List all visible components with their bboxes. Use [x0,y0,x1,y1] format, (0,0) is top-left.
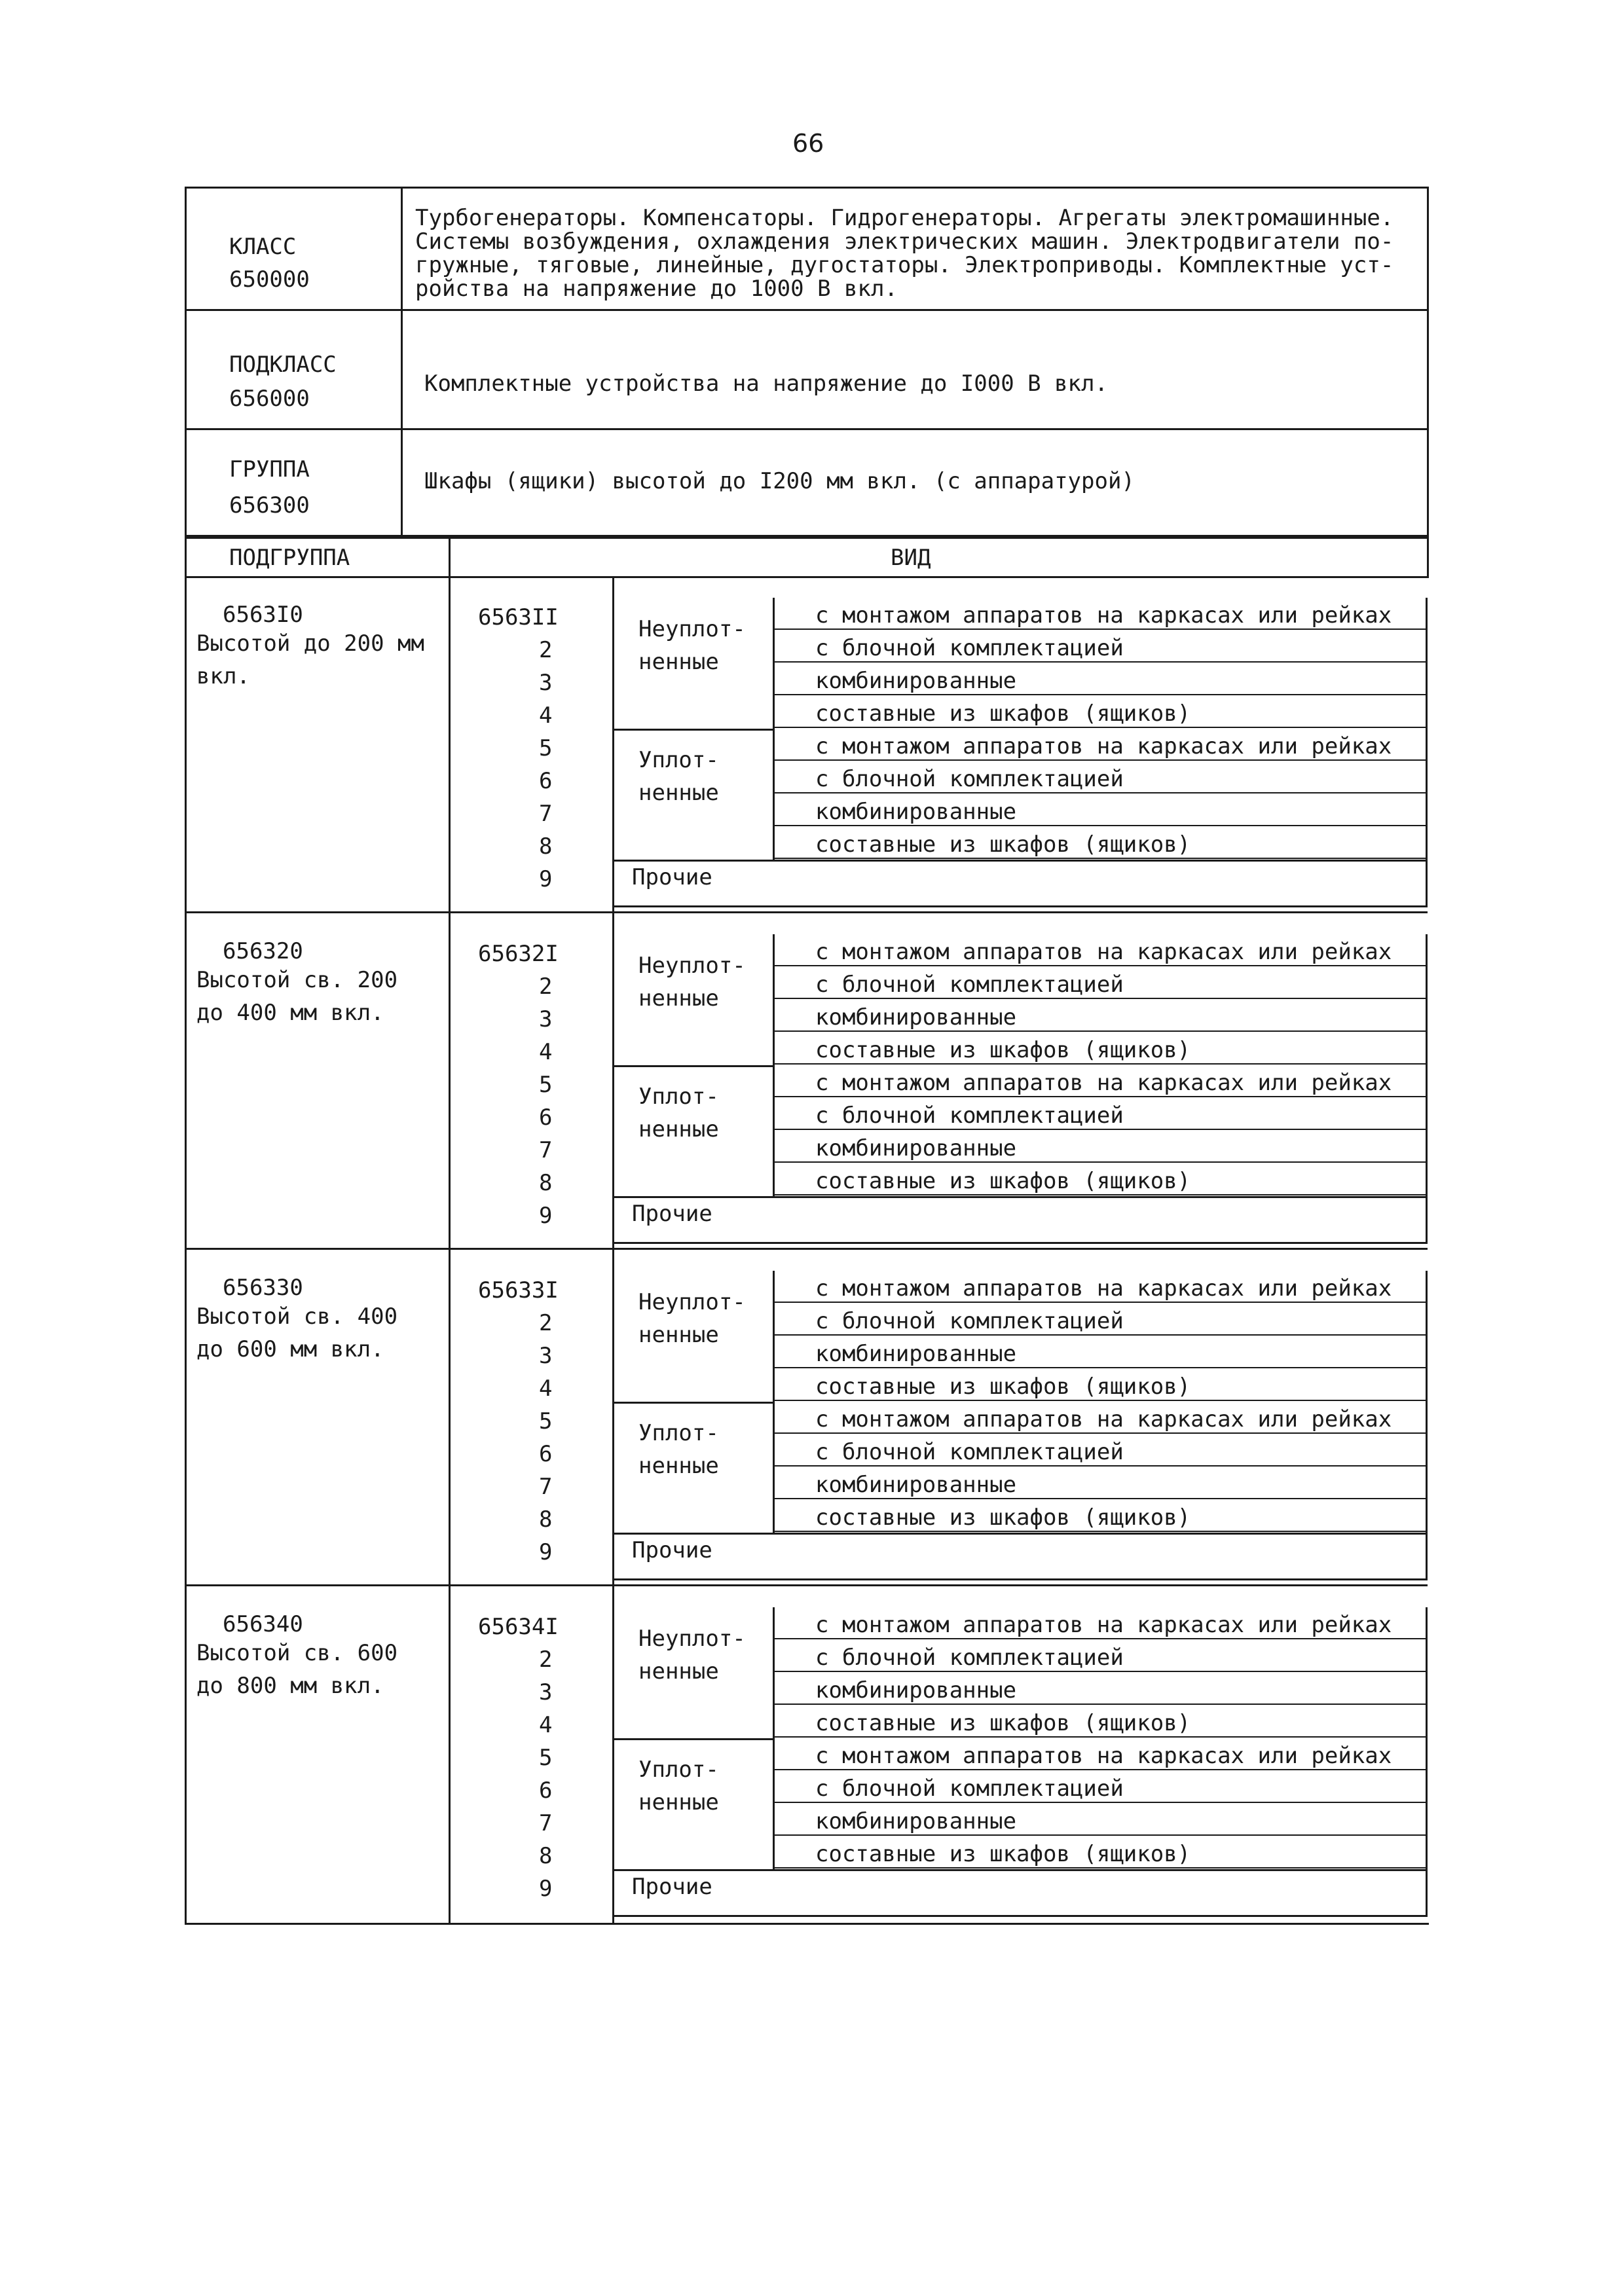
kind-row-line [773,1531,1428,1532]
table-mid-line [449,537,451,1925]
kind-row-line [773,998,1428,999]
kind-label: комбинированные [815,1808,1017,1834]
block-bottom-line [612,1915,1428,1917]
other-line [612,1196,1428,1198]
vid-number: 7 [539,1474,553,1500]
block-bottom-line [612,905,1428,907]
subgroup-code: 656340 [223,1611,303,1637]
block-separator [185,1248,1428,1250]
kind-label: с монтажом аппаратов на каркасах или рейках [815,1612,1392,1638]
vid-code: 65633I [478,1277,559,1303]
vid-number: 3 [539,1679,553,1705]
klass-label: КЛАСС [229,234,297,260]
kind-row-line [773,1302,1428,1303]
kind-row-line [773,825,1428,826]
kind-label: составные из шкафов (ящиков) [815,831,1191,858]
subgroup-description: Высотой до 200 мм вкл. [196,630,424,689]
kind-row-line [773,965,1428,966]
subgroup-code: 656330 [223,1275,303,1301]
vid-number: 7 [539,1810,553,1836]
vid-number: 2 [539,974,553,1000]
vid-number: 5 [539,1072,553,1098]
kind-label: с блочной комплектацией [815,766,1124,792]
vid-number: 5 [539,735,553,761]
kind-label: комбинированные [815,1135,1017,1161]
other-label: Прочие [632,1201,712,1227]
kind-row-line [773,1334,1428,1336]
block-bottom-line [612,1578,1428,1580]
kind-row-line [773,629,1428,630]
vid-number: 4 [539,1376,553,1402]
kind-row-line [773,1769,1428,1770]
podklass-box [185,309,1429,430]
kind-label: составные из шкафов (ящиков) [815,1710,1191,1736]
kind-row-line [773,759,1428,761]
block-bottom-line [612,1242,1428,1244]
table-bottom-line [185,1923,1429,1925]
kind-label: с блочной комплектацией [815,635,1124,661]
kind-row-line [773,1736,1428,1738]
kind-label: комбинированные [815,668,1017,694]
vid-number: 3 [539,1343,553,1369]
block-right-line [1426,598,1428,905]
table-right-line [1427,537,1429,576]
subgroup-code: 6563I0 [223,602,303,628]
kind-row-line [773,858,1428,859]
kind-label: составные из шкафов (ящиков) [815,1168,1191,1194]
vid-number: 9 [539,1203,553,1229]
kind-label: комбинированные [815,1004,1017,1030]
vid-number: 5 [539,1745,553,1771]
kind-row-line [773,1194,1428,1195]
kind-label: составные из шкафов (ящиков) [815,1037,1191,1063]
kind-row-line [773,1834,1428,1836]
kind-label: с блочной комплектацией [815,972,1124,998]
category-sealed: Уплот- ненные [638,747,719,806]
kind-row-line [773,1432,1428,1434]
klass-code: 650000 [229,266,310,293]
vid-code: 6563II [478,604,559,630]
kind-label: с блочной комплектацией [815,1645,1124,1671]
podklass-label: ПОДКЛАСС [229,352,337,378]
category-sealed: Уплот- ненные [638,1757,719,1815]
vid-number: 4 [539,702,553,729]
header-podgruppa: ПОДГРУППА [229,545,350,571]
category-sealed: Уплот- ненные [638,1420,719,1479]
block-separator [185,1584,1428,1586]
gruppa-text: Шкафы (ящики) высотой до I200 мм вкл. (с аппаратурой) [424,468,1135,494]
subgroup-description: Высотой св. 600 до 800 мм вкл. [196,1640,398,1699]
table-top-line [185,537,1429,539]
kind-label: составные из шкафов (ящиков) [815,1841,1191,1867]
vid-number: 6 [539,1441,553,1467]
vid-number: 2 [539,1647,553,1673]
vid-number: 8 [539,1506,553,1533]
vid-number: 3 [539,1006,553,1032]
header-vid: ВИД [891,545,931,571]
kind-row-line [773,1638,1428,1639]
kind-label: комбинированные [815,1341,1017,1367]
other-line [612,1869,1428,1871]
other-line [612,1533,1428,1535]
other-label: Прочие [632,1874,712,1900]
kind-label: составные из шкафов (ящиков) [815,1374,1191,1400]
vid-number: 8 [539,833,553,860]
kind-row-line [773,1129,1428,1130]
kind-label: составные из шкафов (ящиков) [815,701,1191,727]
kind-label: с блочной комплектацией [815,1439,1124,1465]
kind-label: с монтажом аппаратов на каркасах или рейках [815,602,1392,629]
kind-row-line [773,727,1428,728]
vid-code: 65634I [478,1614,559,1640]
kind-label: с блочной комплектацией [815,1102,1124,1129]
category-divider [773,1271,775,1533]
kind-label: комбинированные [815,1472,1017,1498]
subgroup-description: Высотой св. 400 до 600 мм вкл. [196,1303,398,1362]
vid-number: 2 [539,637,553,663]
kind-label: с монтажом аппаратов на каркасах или рейках [815,1743,1392,1769]
kind-label: комбинированные [815,799,1017,825]
kind-row-line [773,1161,1428,1163]
podklass-text: Комплектные устройства на напряжение до I000 В вкл. [424,371,1108,397]
kind-row-line [773,661,1428,663]
kind-row-line [773,1096,1428,1097]
category-unsealed: Неуплот- ненные [638,1289,746,1348]
category-divider [773,934,775,1196]
vid-number: 7 [539,1137,553,1163]
vid-number: 9 [539,1876,553,1902]
category-divider [773,1607,775,1869]
gruppa-divider [401,428,403,537]
kind-label: с монтажом аппаратов на каркасах или рейках [815,1406,1392,1432]
vid-number: 9 [539,1539,553,1565]
kind-row-line [773,1465,1428,1467]
kind-label: с блочной комплектацией [815,1308,1124,1334]
block-separator [185,911,1428,913]
other-label: Прочие [632,1537,712,1563]
klass-text: Турбогенераторы. Компенсаторы. Гидрогенераторы. Агрегаты электромашинные. Системы возбуждения, охлаждения электрических машин. Электродвигатели по- гружные, тяговые, линейные, дугостаторы. Электроприводы. Комплектные уст- ройства на напряжение до 1000 В вкл. [415,205,1394,302]
category-divider [773,598,775,860]
vid-number: 3 [539,670,553,696]
vid-number: 8 [539,1170,553,1196]
other-label: Прочие [632,864,712,890]
vid-number: 4 [539,1039,553,1065]
vid-number: 5 [539,1408,553,1434]
kind-label: составные из шкафов (ящиков) [815,1504,1191,1531]
table-header-line [185,576,1429,578]
kind-row-line [773,1030,1428,1032]
vid-number: 2 [539,1310,553,1336]
kind-label: с монтажом аппаратов на каркасах или рейках [815,939,1392,965]
other-line [612,860,1428,862]
vid-number: 7 [539,801,553,827]
kind-row-line [773,1063,1428,1065]
vid-number: 6 [539,1104,553,1131]
table-vid-line [612,576,614,1925]
category-unsealed: Неуплот- ненные [638,616,746,675]
vid-number: 6 [539,768,553,794]
kind-label: комбинированные [815,1677,1017,1704]
vid-number: 9 [539,866,553,892]
kind-row-line [773,1498,1428,1499]
category-separator [612,729,773,731]
kind-row-line [773,1671,1428,1672]
subgroup-code: 656320 [223,938,303,964]
kind-row-line [773,1867,1428,1868]
category-unsealed: Неуплот- ненные [638,1626,746,1685]
kind-label: с монтажом аппаратов на каркасах или рейках [815,1070,1392,1096]
kind-label: с монтажом аппаратов на каркасах или рейках [815,733,1392,759]
vid-number: 6 [539,1777,553,1804]
block-right-line [1426,1271,1428,1578]
vid-number: 8 [539,1843,553,1869]
category-separator [612,1065,773,1067]
page-number: 66 [792,129,824,158]
kind-row-line [773,1802,1428,1803]
vid-number: 4 [539,1712,553,1738]
vid-code: 65632I [478,941,559,967]
klass-divider [401,187,403,311]
podklass-divider [401,309,403,430]
kind-label: с блочной комплектацией [815,1776,1124,1802]
podklass-code: 656000 [229,386,310,412]
category-separator [612,1738,773,1740]
category-sealed: Уплот- ненные [638,1084,719,1142]
kind-row-line [773,1704,1428,1705]
kind-label: с монтажом аппаратов на каркасах или рейках [815,1275,1392,1302]
subgroup-description: Высотой св. 200 до 400 мм вкл. [196,967,398,1026]
category-separator [612,1402,773,1404]
gruppa-label: ГРУППА [229,456,310,483]
block-right-line [1426,934,1428,1242]
kind-row-line [773,1367,1428,1368]
category-unsealed: Неуплот- ненные [638,953,746,1011]
table-left-line [185,537,187,1925]
block-right-line [1426,1607,1428,1915]
kind-row-line [773,792,1428,793]
kind-row-line [773,694,1428,695]
kind-row-line [773,1400,1428,1401]
gruppa-code: 656300 [229,492,310,519]
